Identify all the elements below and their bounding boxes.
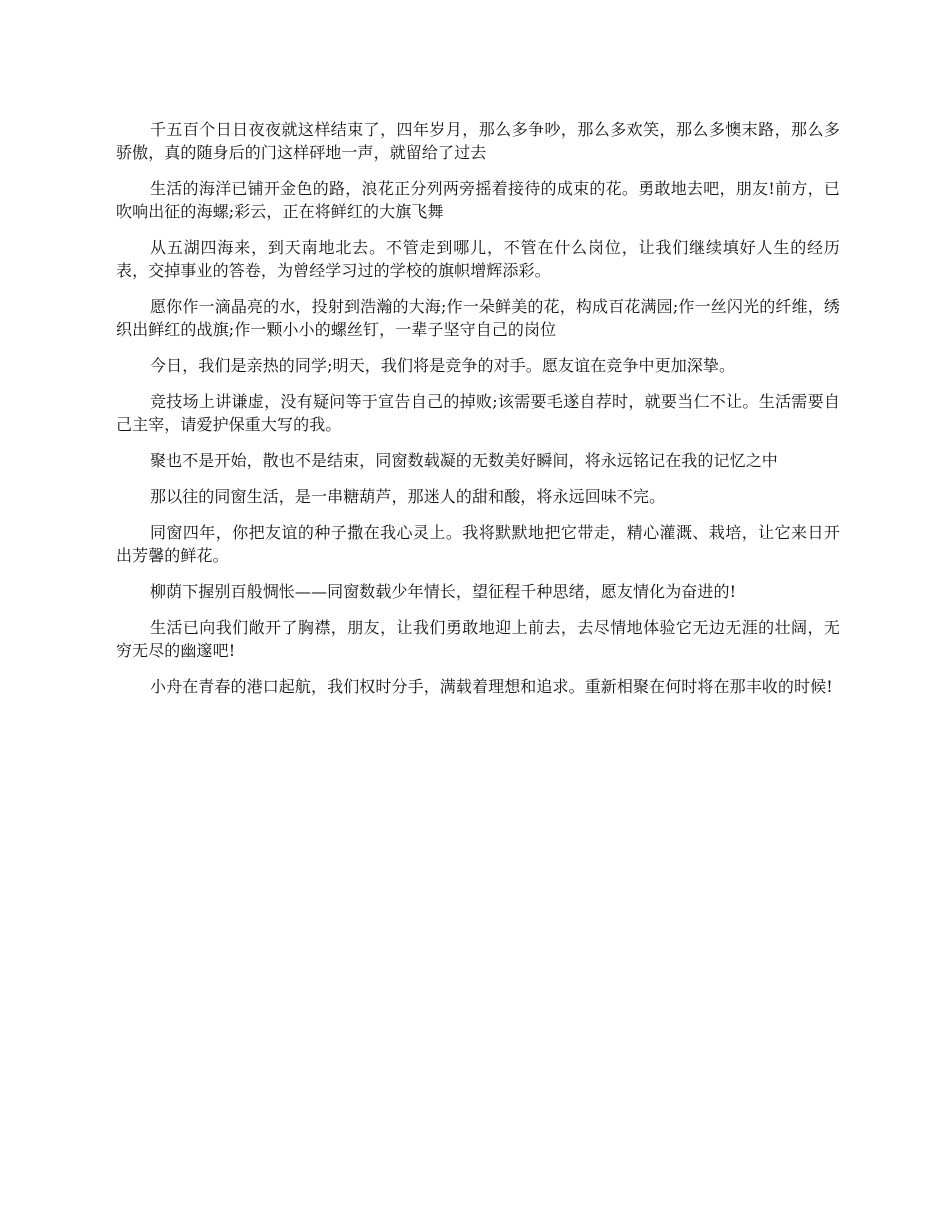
paragraph-6: 竞技场上讲谦虚，没有疑问等于宣告自己的掉败;该需要毛遂自荐时，就要当仁不让。生活需要自己主宰，请爱护保重大写的我。 — [116, 392, 840, 434]
paragraph-3: 从五湖四海来，到天南地北去。不管走到哪儿，不管在什么岗位，让我们继续填好人生的经历表，交掉事业的答卷，为曾经学习过的学校的旗帜增辉添彩。 — [116, 238, 840, 280]
paragraph-10: 柳荫下握别百般惆怅——同窗数载少年情长，望征程千种思绪，愿友情化为奋进的! — [150, 582, 737, 601]
paragraph-9: 同窗四年，你把友谊的种子撒在我心灵上。我将默默地把它带走，精心灌溉、栽培，让它来日开出芳馨的鲜花。 — [116, 523, 840, 565]
paragraph-4: 愿你作一滴晶亮的水，投射到浩瀚的大海;作一朵鲜美的花，构成百花满园;作一丝闪光的纤维，绣织出鲜红的战旗;作一颗小小的螺丝钉，一辈子坚守自己的岗位 — [116, 297, 840, 339]
paragraph-8: 那以往的同窗生活，是一串糖葫芦，那迷人的甜和酸，将永远回味不完。 — [150, 487, 666, 506]
paragraph-1: 千五百个日日夜夜就这样结束了，四年岁月，那么多争吵，那么多欢笑，那么多懊末路，那么多骄傲，真的随身后的门这样砰地一声，就留给了过去 — [116, 120, 840, 162]
paragraph-11: 生活已向我们敞开了胸襟，朋友，让我们勇敢地迎上前去，去尽情地体验它无边无涯的壮阔，无穷无尽的幽邃吧! — [116, 618, 840, 660]
paragraph-12: 小舟在青春的港口起航，我们权时分手，满载着理想和追求。重新相聚在何时将在那丰收的时候! — [150, 677, 833, 696]
paragraph-7: 聚也不是开始，散也不是结束，同窗数载凝的无数美好瞬间，将永远铭记在我的记忆之中 — [150, 451, 778, 470]
paragraph-5: 今日，我们是亲热的同学;明天，我们将是竞争的对手。愿友谊在竞争中更加深挚。 — [150, 356, 736, 375]
paragraph-2: 生活的海洋已铺开金色的路，浪花正分列两旁摇着接待的成束的花。勇敢地去吧，朋友!前方，已吹响出征的海螺;彩云，正在将鲜红的大旗飞舞 — [116, 179, 840, 221]
document-page — [116, 118, 840, 711]
